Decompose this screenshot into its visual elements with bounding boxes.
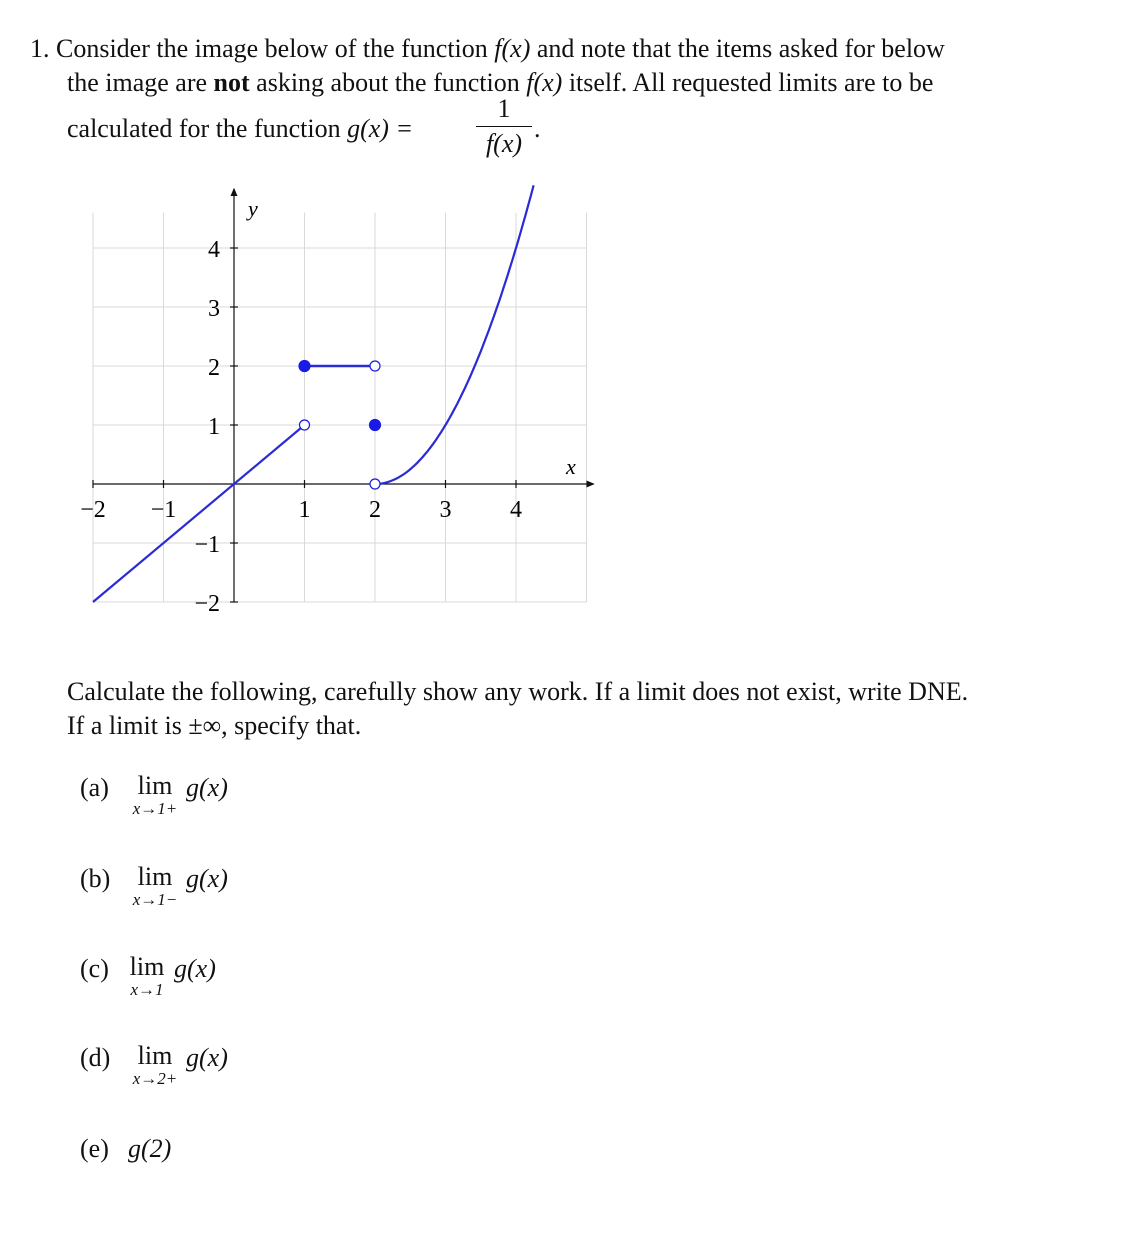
instructions-line-2: If a limit is ±∞, specify that. bbox=[67, 711, 362, 740]
part-e-label: (e) bbox=[80, 1134, 109, 1163]
math-fx: (x) bbox=[501, 34, 531, 63]
part-a-label: (a) bbox=[80, 773, 109, 802]
grid-lines bbox=[93, 213, 587, 602]
text-span: Consider the image below of the function bbox=[56, 34, 495, 63]
problem-number: 1. bbox=[30, 34, 50, 63]
open-point bbox=[370, 479, 380, 489]
y-tick-label: 4 bbox=[208, 237, 220, 263]
part-b-expr: g(x) bbox=[186, 864, 228, 893]
part-d-expr: g(x) bbox=[186, 1043, 228, 1072]
text-span: asking about the function bbox=[249, 68, 527, 97]
text-span: and note that the items asked for below bbox=[530, 34, 945, 63]
part-c-label: (c) bbox=[80, 954, 109, 983]
math-f: f bbox=[526, 68, 534, 97]
math-gx: (x) = bbox=[360, 114, 414, 143]
lim-subscript: x→1− bbox=[132, 890, 178, 909]
series-linear bbox=[93, 425, 305, 602]
y-tick-label: −1 bbox=[194, 532, 220, 558]
open-point bbox=[370, 361, 380, 371]
fraction-period: . bbox=[534, 114, 541, 143]
y-tick-label: −2 bbox=[194, 591, 220, 617]
text-span: itself. All requested limits are to be bbox=[562, 68, 934, 97]
text-span: the image are bbox=[67, 68, 214, 97]
part-c-limit bbox=[124, 953, 170, 999]
x-axis-label: x bbox=[566, 454, 576, 479]
x-tick-label: 2 bbox=[369, 497, 381, 523]
y-tick-label: 1 bbox=[208, 414, 220, 440]
part-b-label: (b) bbox=[80, 864, 111, 893]
y-axis-label: y bbox=[248, 196, 258, 221]
part-b-limit bbox=[128, 863, 182, 909]
instructions-line-1: Calculate the following, carefully show any work. If a limit does not exist, write DNE. bbox=[67, 677, 969, 706]
bold-not: not bbox=[213, 68, 250, 97]
open-point bbox=[300, 420, 310, 430]
y-tick-label: 3 bbox=[208, 296, 220, 322]
series-parabola bbox=[375, 185, 534, 484]
part-c-expr: g(x) bbox=[174, 954, 216, 983]
part-d-label: (d) bbox=[80, 1043, 111, 1072]
part-a-limit bbox=[128, 772, 182, 818]
math-f: f bbox=[494, 34, 502, 63]
part-e-expr: g(2) bbox=[128, 1134, 172, 1163]
math-fx: (x) bbox=[533, 68, 563, 97]
filled-point bbox=[370, 420, 381, 431]
filled-point bbox=[299, 361, 310, 372]
text-span: calculated for the function bbox=[67, 114, 348, 143]
lim-word: lim bbox=[129, 952, 165, 981]
x-tick-label: −2 bbox=[80, 497, 106, 523]
lim-subscript: x→2+ bbox=[132, 1069, 178, 1088]
x-tick-label: 3 bbox=[439, 497, 452, 523]
x-tick-label: 4 bbox=[510, 497, 522, 523]
y-tick-label: 2 bbox=[208, 355, 220, 381]
fraction-denominator: f(x) bbox=[485, 129, 523, 158]
fraction-numerator: 1 bbox=[497, 94, 511, 123]
lim-subscript: x→1 bbox=[130, 980, 164, 999]
part-d-limit bbox=[128, 1042, 182, 1088]
x-tick-label: 1 bbox=[298, 497, 311, 523]
lim-word: lim bbox=[137, 1041, 173, 1070]
lim-word: lim bbox=[137, 771, 173, 800]
part-a-expr: g(x) bbox=[186, 773, 228, 802]
x-tick-label: −1 bbox=[150, 497, 177, 523]
lim-word: lim bbox=[137, 862, 173, 891]
math-g: g bbox=[347, 114, 361, 143]
lim-subscript: x→1+ bbox=[132, 799, 178, 818]
